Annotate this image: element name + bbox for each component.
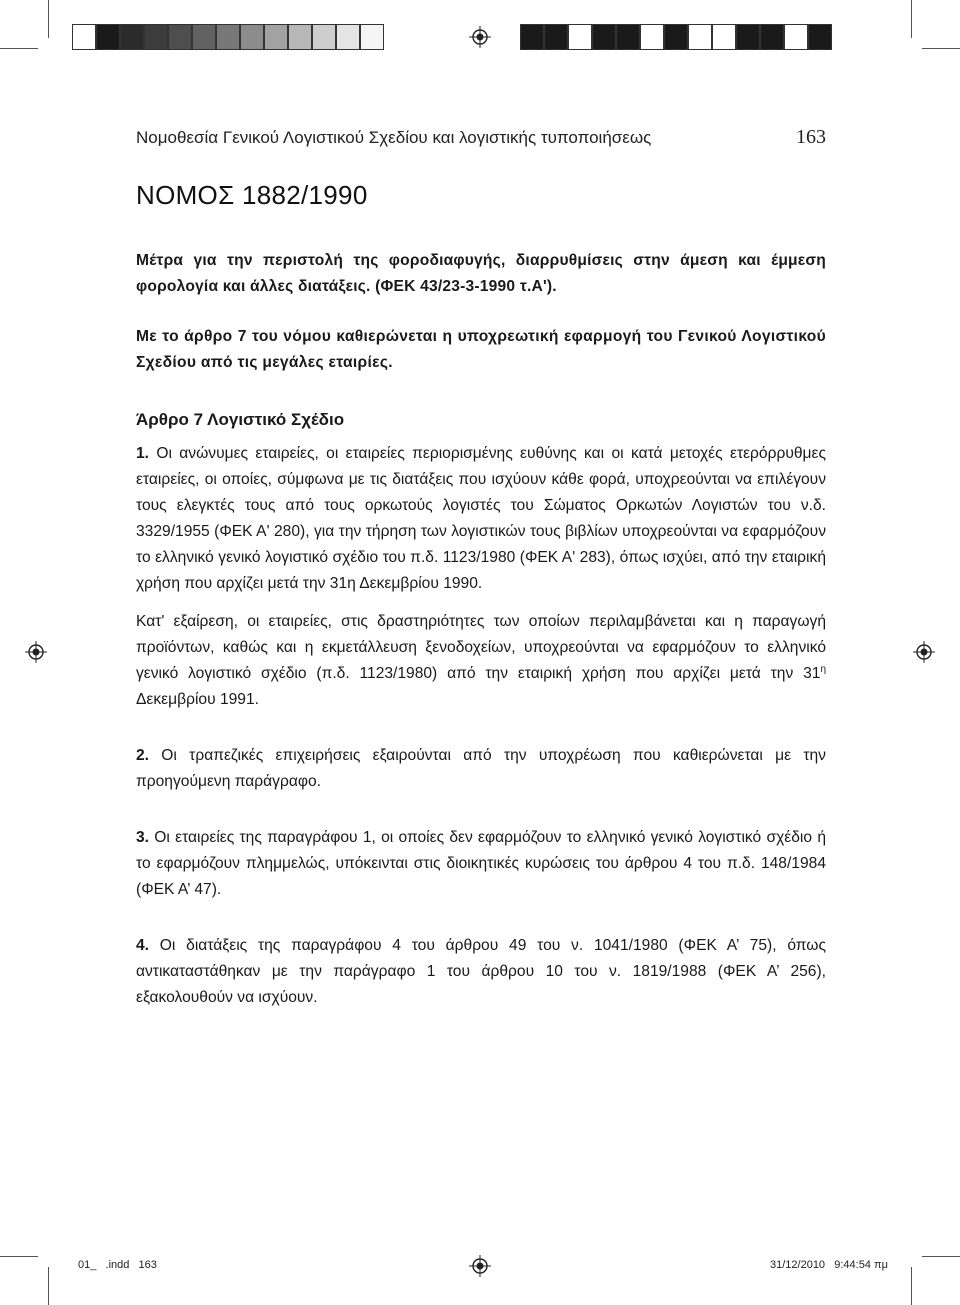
- crop-mark: [48, 0, 49, 38]
- color-swatch: [712, 24, 736, 50]
- color-swatch: [616, 24, 640, 50]
- color-swatch: [664, 24, 688, 50]
- paragraph-text: Οι τραπεζικές επιχειρήσεις εξαιρούνται από την υποχρέωση που καθιερώνεται με την προηγούμενη παράγραφο.: [136, 747, 826, 790]
- paragraph-text: Οι εταιρείες της παραγράφου 1, οι οποίες δεν εφαρμόζουν το ελληνικό γενικό λογιστικό σχέδιο ή το εφαρμόζουν πλημμελώς, υπόκεινται στις διοικητικές κυρώσεις του άρθρου 4 του π.δ. 148/1984 (ΦΕΚ Α’ 47).: [136, 829, 826, 898]
- footer-file-name: 01_ .indd 163: [78, 1259, 157, 1271]
- color-swatch: [288, 24, 312, 50]
- color-swatch: [568, 24, 592, 50]
- color-swatch: [336, 24, 360, 50]
- color-swatch: [264, 24, 288, 50]
- color-swatch: [312, 24, 336, 50]
- footer-timestamp: 31/12/2010 9:44:54 πμ: [770, 1259, 888, 1271]
- paragraph-text: Οι ανώνυμες εταιρείες, οι εταιρείες περιορισμένης ευθύνης και οι κατά μετοχές ετερόρρυθμες εταιρείες, οι οποίες, σύμφωνα με τις διατάξεις που ισχύουν κάθε φορά, υποχρεούνται να επιλέγουν τους ελεγκτές τους από τους ορκωτούς λογιστές του Σώματος Ορκωτών Λογιστών του ν.δ. 3329/1955 (ΦΕΚ Α' 280), για την τήρηση των λογιστικών τους βιβλίων υποχρεούνται να εφαρμόζουν το ελληνικό γενικό λογιστικό σχέδιο του π.δ. 1123/1980 (ΦΕΚ Α' 283), όπως ισχύει, από την εταιρική χρήση που αρχίζει μετά την 31η Δεκεμβρίου 1990.: [136, 445, 826, 592]
- paragraph-4: [136, 933, 826, 1011]
- page-number: 163: [796, 126, 826, 148]
- running-title: Νομοθεσία Γενικού Λογιστικού Σχεδίου και λογιστικής τυποποιήσεως: [136, 128, 652, 147]
- crop-mark: [0, 48, 38, 49]
- crop-mark: [911, 0, 912, 38]
- paragraph-text: Οι διατάξεις της παραγράφου 4 του άρθρου 49 του ν. 1041/1980 (ΦΕΚ Α’ 75), όπως αντικαταστάθηκαν με την παράγραφο 1 του άρθρου 10 του ν. 1819/1988 (ΦΕΚ Α’ 256), εξακολουθούν να ισχύουν.: [136, 937, 826, 1006]
- color-swatch: [592, 24, 616, 50]
- color-swatch: [168, 24, 192, 50]
- paragraph-2: [136, 743, 826, 795]
- color-swatch: [736, 24, 760, 50]
- color-swatch: [640, 24, 664, 50]
- color-swatch: [808, 24, 832, 50]
- law-title: ΝΟΜΟΣ 1882/1990: [136, 180, 368, 210]
- crop-mark: [911, 1267, 912, 1305]
- paragraph-1: [136, 441, 826, 597]
- registration-mark-icon: [469, 26, 491, 48]
- paragraph-text: Δεκεμβρίου 1991.: [136, 691, 259, 708]
- color-swatch: [216, 24, 240, 50]
- print-grayscale-bar: [72, 24, 384, 50]
- color-swatch: [544, 24, 568, 50]
- paragraph-number: 2.: [136, 747, 150, 764]
- paragraph-number: 4.: [136, 937, 150, 954]
- color-swatch: [144, 24, 168, 50]
- color-swatch: [760, 24, 784, 50]
- paragraph-text: Κατ' εξαίρεση, οι εταιρείες, στις δραστηριότητες των οποίων περιλαμβάνεται και η παραγωγή προϊόντων, καθώς και η εκμετάλλευση ξενοδοχείων, υποχρεούνται να εφαρμόζουν το ελληνικό γενικό λογιστικό σχέδιο (π.δ. 1123/1980) από την εταιρική χρήση που αρχίζει μετά την 31: [136, 613, 826, 682]
- document-body: [136, 248, 826, 1011]
- intro-note: Με το άρθρο 7 του νόμου καθιερώνεται η υποχρεωτική εφαρμογή του Γενικού Λογιστικού Σχεδίου από τις μεγάλες εταιρίες.: [136, 328, 826, 371]
- ordinal-superscript: η: [820, 663, 826, 675]
- paragraph-number: 3.: [136, 829, 150, 846]
- color-swatch: [360, 24, 384, 50]
- color-swatch: [240, 24, 264, 50]
- registration-mark-icon: [913, 641, 935, 663]
- paragraph-number: 1.: [136, 445, 150, 462]
- color-swatch: [784, 24, 808, 50]
- paragraph-3: [136, 825, 826, 903]
- crop-mark: [48, 1267, 49, 1305]
- color-swatch: [688, 24, 712, 50]
- registration-mark-icon: [469, 1255, 491, 1277]
- registration-mark-icon: [25, 641, 47, 663]
- color-swatch: [120, 24, 144, 50]
- color-swatch: [520, 24, 544, 50]
- color-swatch: [96, 24, 120, 50]
- crop-mark: [922, 1256, 960, 1257]
- crop-mark: [922, 48, 960, 49]
- paragraph-1-exception: [136, 609, 826, 713]
- crop-mark: [0, 1256, 38, 1257]
- law-subtitle: Μέτρα για την περιστολή της φοροδιαφυγής, διαρρυθμίσεις στην άμεση και έμμεση φορολογία και άλλες διατάξεις. (ΦΕΚ 43/23-3-1990 τ.Α').: [136, 252, 826, 295]
- article-heading: Άρθρο 7 Λογιστικό Σχέδιο: [136, 410, 345, 429]
- color-swatch: [72, 24, 96, 50]
- print-color-bar: [520, 24, 832, 50]
- color-swatch: [192, 24, 216, 50]
